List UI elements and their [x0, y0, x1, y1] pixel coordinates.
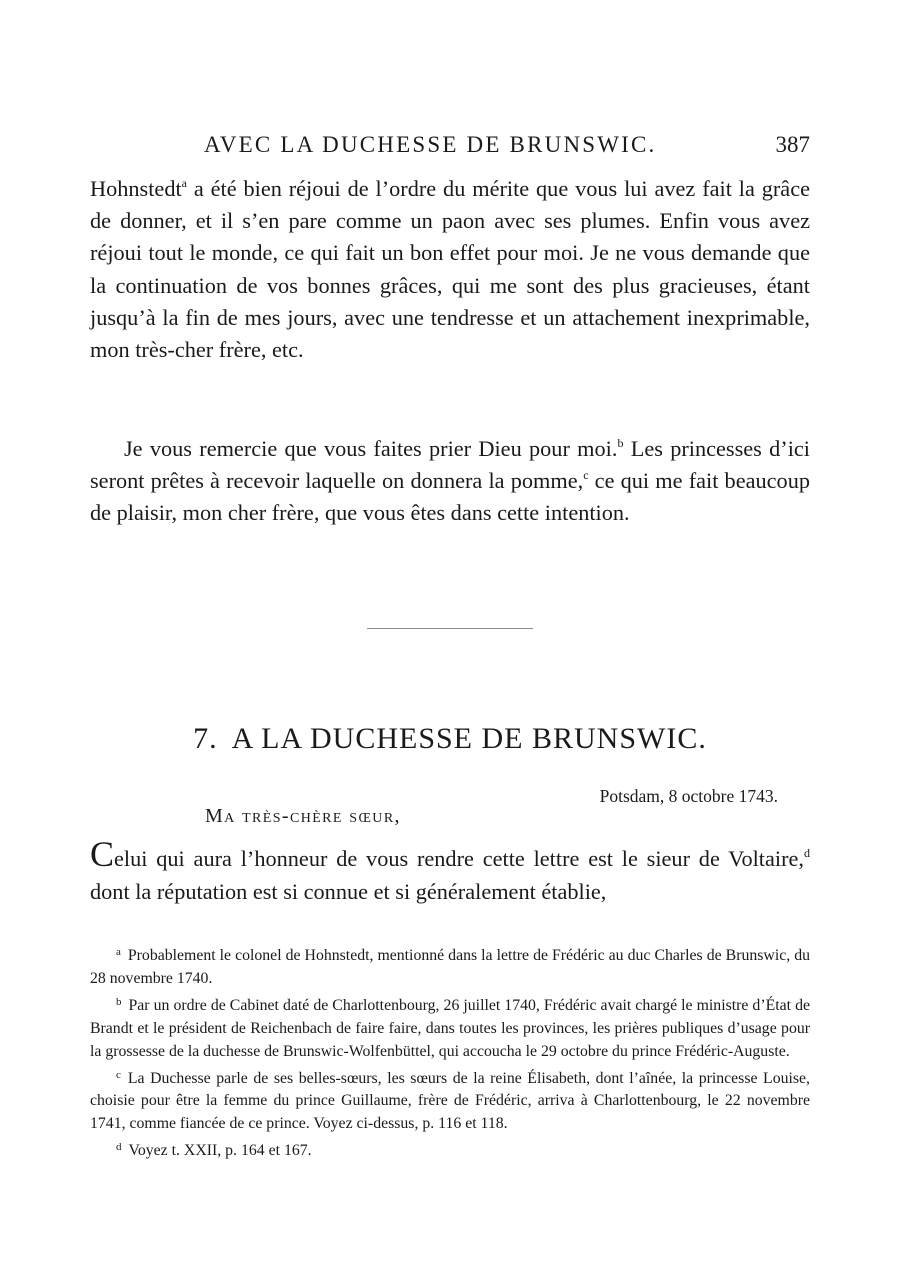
footnote-text: Par un ordre de Cabinet daté de Charlottenbourg, 26 juillet 1740, Frédéric avait chargé le ministre d’État de Brandt et le président de Reichenbach de faire faire, dans toutes les provinces, les prières publiques d’usage pour la grossesse de la duchesse de Brunswic-Wolfenbüttel, qui accoucha le 29 octobre du prince Frédéric-Auguste. [90, 996, 810, 1060]
section-separator [367, 628, 533, 629]
footnote-mark: b [116, 995, 122, 1008]
letter-body [90, 834, 810, 908]
footnote-reference: a [181, 176, 187, 190]
footnote-mark: d [116, 1141, 122, 1154]
salutation: Ma très-chère sœur, [205, 805, 401, 827]
page-number: 387 [775, 132, 810, 157]
letter-heading [90, 722, 810, 756]
dateline: Potsdam, 8 octobre 1743. [599, 786, 778, 806]
running-title: AVEC LA DUCHESSE DE BRUNSWIC. [204, 132, 657, 157]
text-run: Les princesses d’ici seront prêtes à recevoir laquelle on donnera la pomme, [90, 436, 810, 494]
text-run: Je vous remercie que vous faites prier Dieu pour moi. [124, 436, 618, 461]
paragraph-text [90, 433, 810, 530]
footnote-reference: b [617, 436, 624, 450]
footnote [90, 1136, 810, 1163]
footnote-reference: d [804, 846, 810, 860]
footnote-text: Voyez t. XXII, p. 164 et 167. [128, 1142, 312, 1160]
text-run: Hohnstedt [90, 176, 182, 201]
footnote [90, 1064, 810, 1137]
text-run: dont la réputation est si connue et si généralement établie, [90, 879, 607, 904]
footnote [90, 991, 810, 1064]
footnote [90, 941, 810, 991]
letter-title: A LA DUCHESSE DE BRUNSWIC. [231, 722, 707, 755]
text-run: elui qui aura l’honneur de vous rendre cette lettre est le sieur de Voltaire, [114, 846, 804, 871]
text-run: a été bien réjoui de l’ordre du mérite que vous lui avez fait la grâce de donner, et il s’en pare comme un paon avec ses plumes. Enfin vous avez réjoui tout le monde, ce qui fait un bon effet pour moi. Je ne vous demande que la continuation de vos bonnes grâces, qui me sont des plus gracieuses, étant jusqu’à la fin de mes jours, avec une tendresse et un attachement inexprimable, mon très-cher frère, etc. [90, 176, 810, 363]
footnotes [90, 941, 810, 1163]
footnote-text: Probablement le colonel de Hohnstedt, mentionné dans la lettre de Frédéric au duc Charles de Brunswic, du 28 novembre 1740. [90, 947, 810, 987]
footnote-text: La Duchesse parle de ses belles-sœurs, les sœurs de la reine Élisabeth, dont l’aînée, la princesse Louise, choisie pour être la femme du prince Guillaume, frère de Frédéric, arriva à Charlottenbourg, le 22 novembre 1741, comme fiancée de ce prince. Voyez ci-dessus, p. 116 et 118. [90, 1069, 810, 1133]
footnote-mark: c [116, 1068, 121, 1081]
paragraph-text [90, 173, 810, 366]
text-run: ce qui me fait beaucoup de plaisir, mon cher frère, que vous êtes dans cette intention. [90, 468, 810, 526]
footnote-reference: c [583, 468, 589, 483]
drop-cap: C [90, 834, 115, 874]
letter-text [90, 846, 810, 904]
paragraph-2 [90, 433, 810, 530]
paragraph-1 [90, 173, 810, 366]
letter-number: 7. [193, 722, 218, 755]
footnote-mark: a [116, 946, 121, 958]
